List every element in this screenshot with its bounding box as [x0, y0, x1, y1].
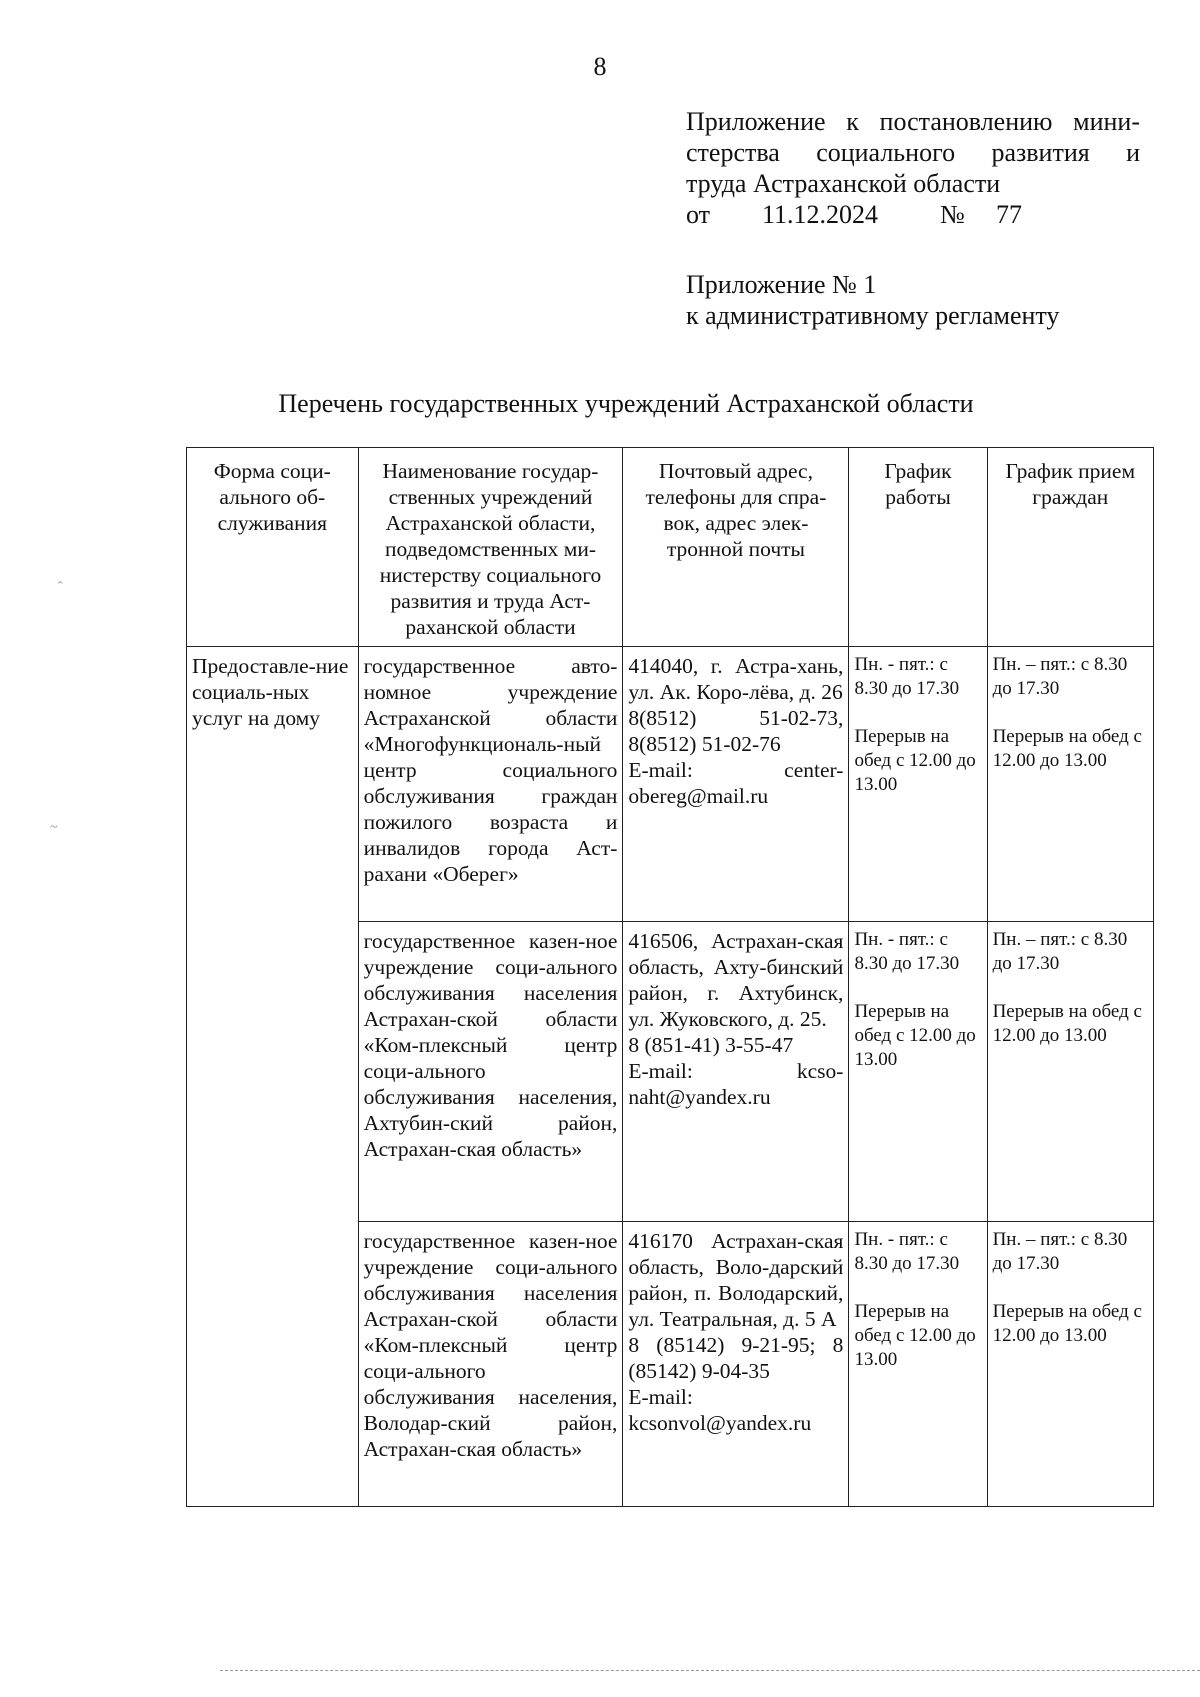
appendix-line: Приложение к постановлению мини-: [686, 107, 1140, 136]
reception-break: Перерыв на обед с 12.00 до 13.00: [992, 1301, 1142, 1346]
reception-schedule-cell: [987, 1222, 1153, 1507]
appendix-line: труда Астраханской области: [686, 169, 1001, 198]
header-form: Форма соци-ального об-служивания: [187, 448, 359, 647]
phone-numbers: 8 (85142) 9-21-95; 8 (85142) 9-04-35: [628, 1333, 844, 1383]
address-cell: [623, 647, 849, 922]
institutions-table: [186, 447, 1154, 1507]
reception-hours: Пн. – пят.: с 8.30 до 17.30: [992, 654, 1128, 699]
header-reception-schedule: График прием граждан: [987, 448, 1153, 647]
decree-date: 11.12.2024: [762, 200, 879, 229]
decree-number-sign: №: [940, 200, 965, 229]
institution-name-cell: государственное казен-ное учреждение соци-ального обслуживания населения Астрахан-ской области «Ком-плексный центр соци-ального обслуживания населения, Ахтубин-ский район, Астрахан-ская область»: [358, 922, 623, 1222]
institution-name-cell: государственное казен-ное учреждение соци-ального обслуживания населения Астрахан-ской области «Ком-плексный центр соци-ального обслуживания населения, Володар-ский район, Астрахан-ская область»: [358, 1222, 623, 1507]
reception-schedule-cell: [987, 647, 1153, 922]
work-break: Перерыв на обед с 12.00 до 13.00: [854, 726, 976, 795]
decree-number: 77: [996, 200, 1022, 229]
appendix-header: [686, 106, 1140, 230]
reception-break: Перерыв на обед с 12.00 до 13.00: [992, 726, 1142, 771]
email-address: E-mail: center-obereg@mail.ru: [628, 758, 844, 808]
decree-from: от: [686, 200, 711, 229]
appendix-number-block: [686, 269, 1059, 331]
header-institution-name: Наименование государ-ственных учреждений Астраханской области, подведомственных ми-нистерству социального развития и труда Аст-раханской области: [358, 448, 623, 647]
reception-break: Перерыв на обед с 12.00 до 13.00: [992, 1001, 1142, 1046]
header-address: Почтовый адрес, телефоны для спра-вок, адрес элек-тронной почты: [623, 448, 849, 647]
postal-address: 414040, г. Астра-хань, ул. Ак. Коро-лёва, д. 26: [628, 654, 844, 704]
work-schedule-cell: [849, 1222, 987, 1507]
email-address: E-mail: kcsonvol@yandex.ru: [628, 1385, 812, 1435]
header-work-schedule: График работы: [849, 448, 987, 647]
page-number: 8: [593, 52, 607, 81]
phone-numbers: 8(8512) 51-02-73, 8(8512) 51-02-76: [628, 706, 844, 756]
postal-address: 416170 Астрахан-ская область, Воло-дарский район, п. Володарский, ул. Театральная, д. 5 А: [628, 1229, 844, 1331]
document-title: Перечень государственных учреждений Астраханской области: [278, 389, 974, 418]
scan-mark: ~: [50, 820, 58, 835]
work-schedule-cell: [849, 922, 987, 1222]
scan-edge-line: [220, 1670, 1200, 1671]
work-hours: Пн. - пят.: с 8.30 до 17.30: [854, 1229, 960, 1274]
work-hours: Пн. - пят.: с 8.30 до 17.30: [854, 929, 960, 974]
reception-schedule-cell: [987, 922, 1153, 1222]
reception-hours: Пн. – пят.: с 8.30 до 17.30: [992, 929, 1128, 974]
address-cell: [623, 922, 849, 1222]
work-schedule-cell: [849, 647, 987, 922]
email-address: E-mail: kcso-naht@yandex.ru: [628, 1059, 844, 1109]
appendix-number: Приложение № 1: [686, 270, 877, 299]
work-break: Перерыв на обед с 12.00 до 13.00: [854, 1301, 976, 1370]
reception-hours: Пн. – пят.: с 8.30 до 17.30: [992, 1229, 1128, 1274]
address-cell: [623, 1222, 849, 1507]
work-hours: Пн. - пят.: с 8.30 до 17.30: [854, 654, 960, 699]
table-row: [187, 647, 1154, 922]
work-break: Перерыв на обед с 12.00 до 13.00: [854, 1001, 976, 1070]
scan-mark: ˆ: [58, 580, 63, 595]
appendix-to-regulation: к административному регламенту: [686, 301, 1060, 330]
decree-reference: [686, 199, 1140, 230]
appendix-line: стерства социального развития и: [686, 138, 1140, 167]
service-form-cell: Предоставле-ние социаль-ных услуг на дому: [187, 647, 359, 1507]
institution-name-cell: государственное авто-номное учреждение Астраханской области «Многофункциональ-ный центр социального обслуживания граждан пожилого возраста и инвалидов города Аст-рахани «Оберег»: [358, 647, 623, 922]
postal-address: 416506, Астрахан-ская область, Ахту-бинский район, г. Ахтубинск, ул. Жуковского, д. 25.: [628, 929, 844, 1031]
phone-numbers: 8 (851-41) 3-55-47: [628, 1033, 794, 1057]
table-header-row: [187, 448, 1154, 647]
